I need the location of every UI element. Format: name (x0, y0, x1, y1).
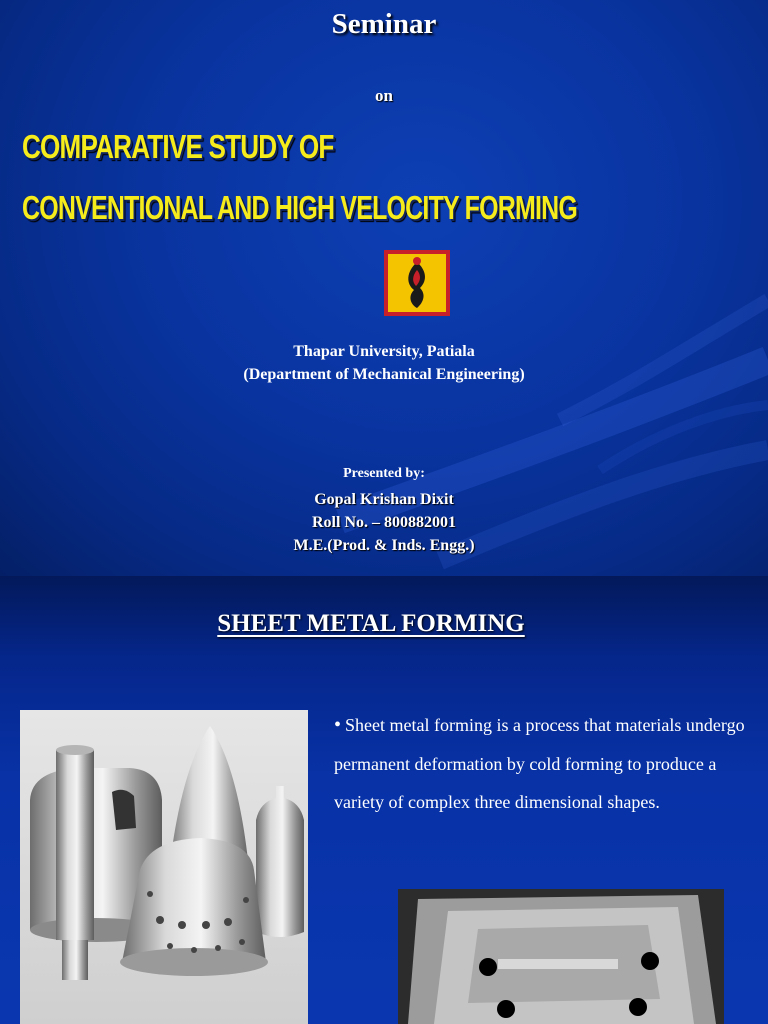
stamped-panel-photo (398, 889, 724, 1024)
thapar-university-logo-icon (384, 250, 450, 316)
university-name: Thapar University, Patiala (293, 343, 475, 360)
presented-by-label: Presented by: (343, 466, 425, 481)
slide-title: SHEET METAL FORMING (217, 610, 525, 637)
sheet-metal-slide (0, 576, 768, 1024)
university-block (0, 340, 768, 386)
presenter-name: Gopal Krishan Dixit (314, 491, 454, 508)
formed-metal-parts-photo (20, 710, 308, 1024)
title-line-2: CONVENTIONAL AND HIGH VELOCITY FORMING (22, 189, 577, 226)
bullet-symbol: • (334, 714, 342, 736)
roll-number: Roll No. – 800882001 (312, 514, 456, 531)
definition-bullet (334, 706, 762, 822)
program-name: M.E.(Prod. & Inds. Engg.) (293, 537, 475, 554)
seminar-heading: Seminar (331, 8, 437, 40)
on-connector: on (375, 86, 393, 105)
bullet-text: Sheet metal forming is a process that materials undergo permanent deformation by cold forming to produce a variety of complex three dimensional shapes. (334, 715, 745, 812)
presenter-block (0, 488, 768, 557)
department-name: (Department of Mechanical Engineering) (243, 366, 525, 383)
title-line-1: COMPARATIVE STUDY OF (22, 128, 334, 165)
